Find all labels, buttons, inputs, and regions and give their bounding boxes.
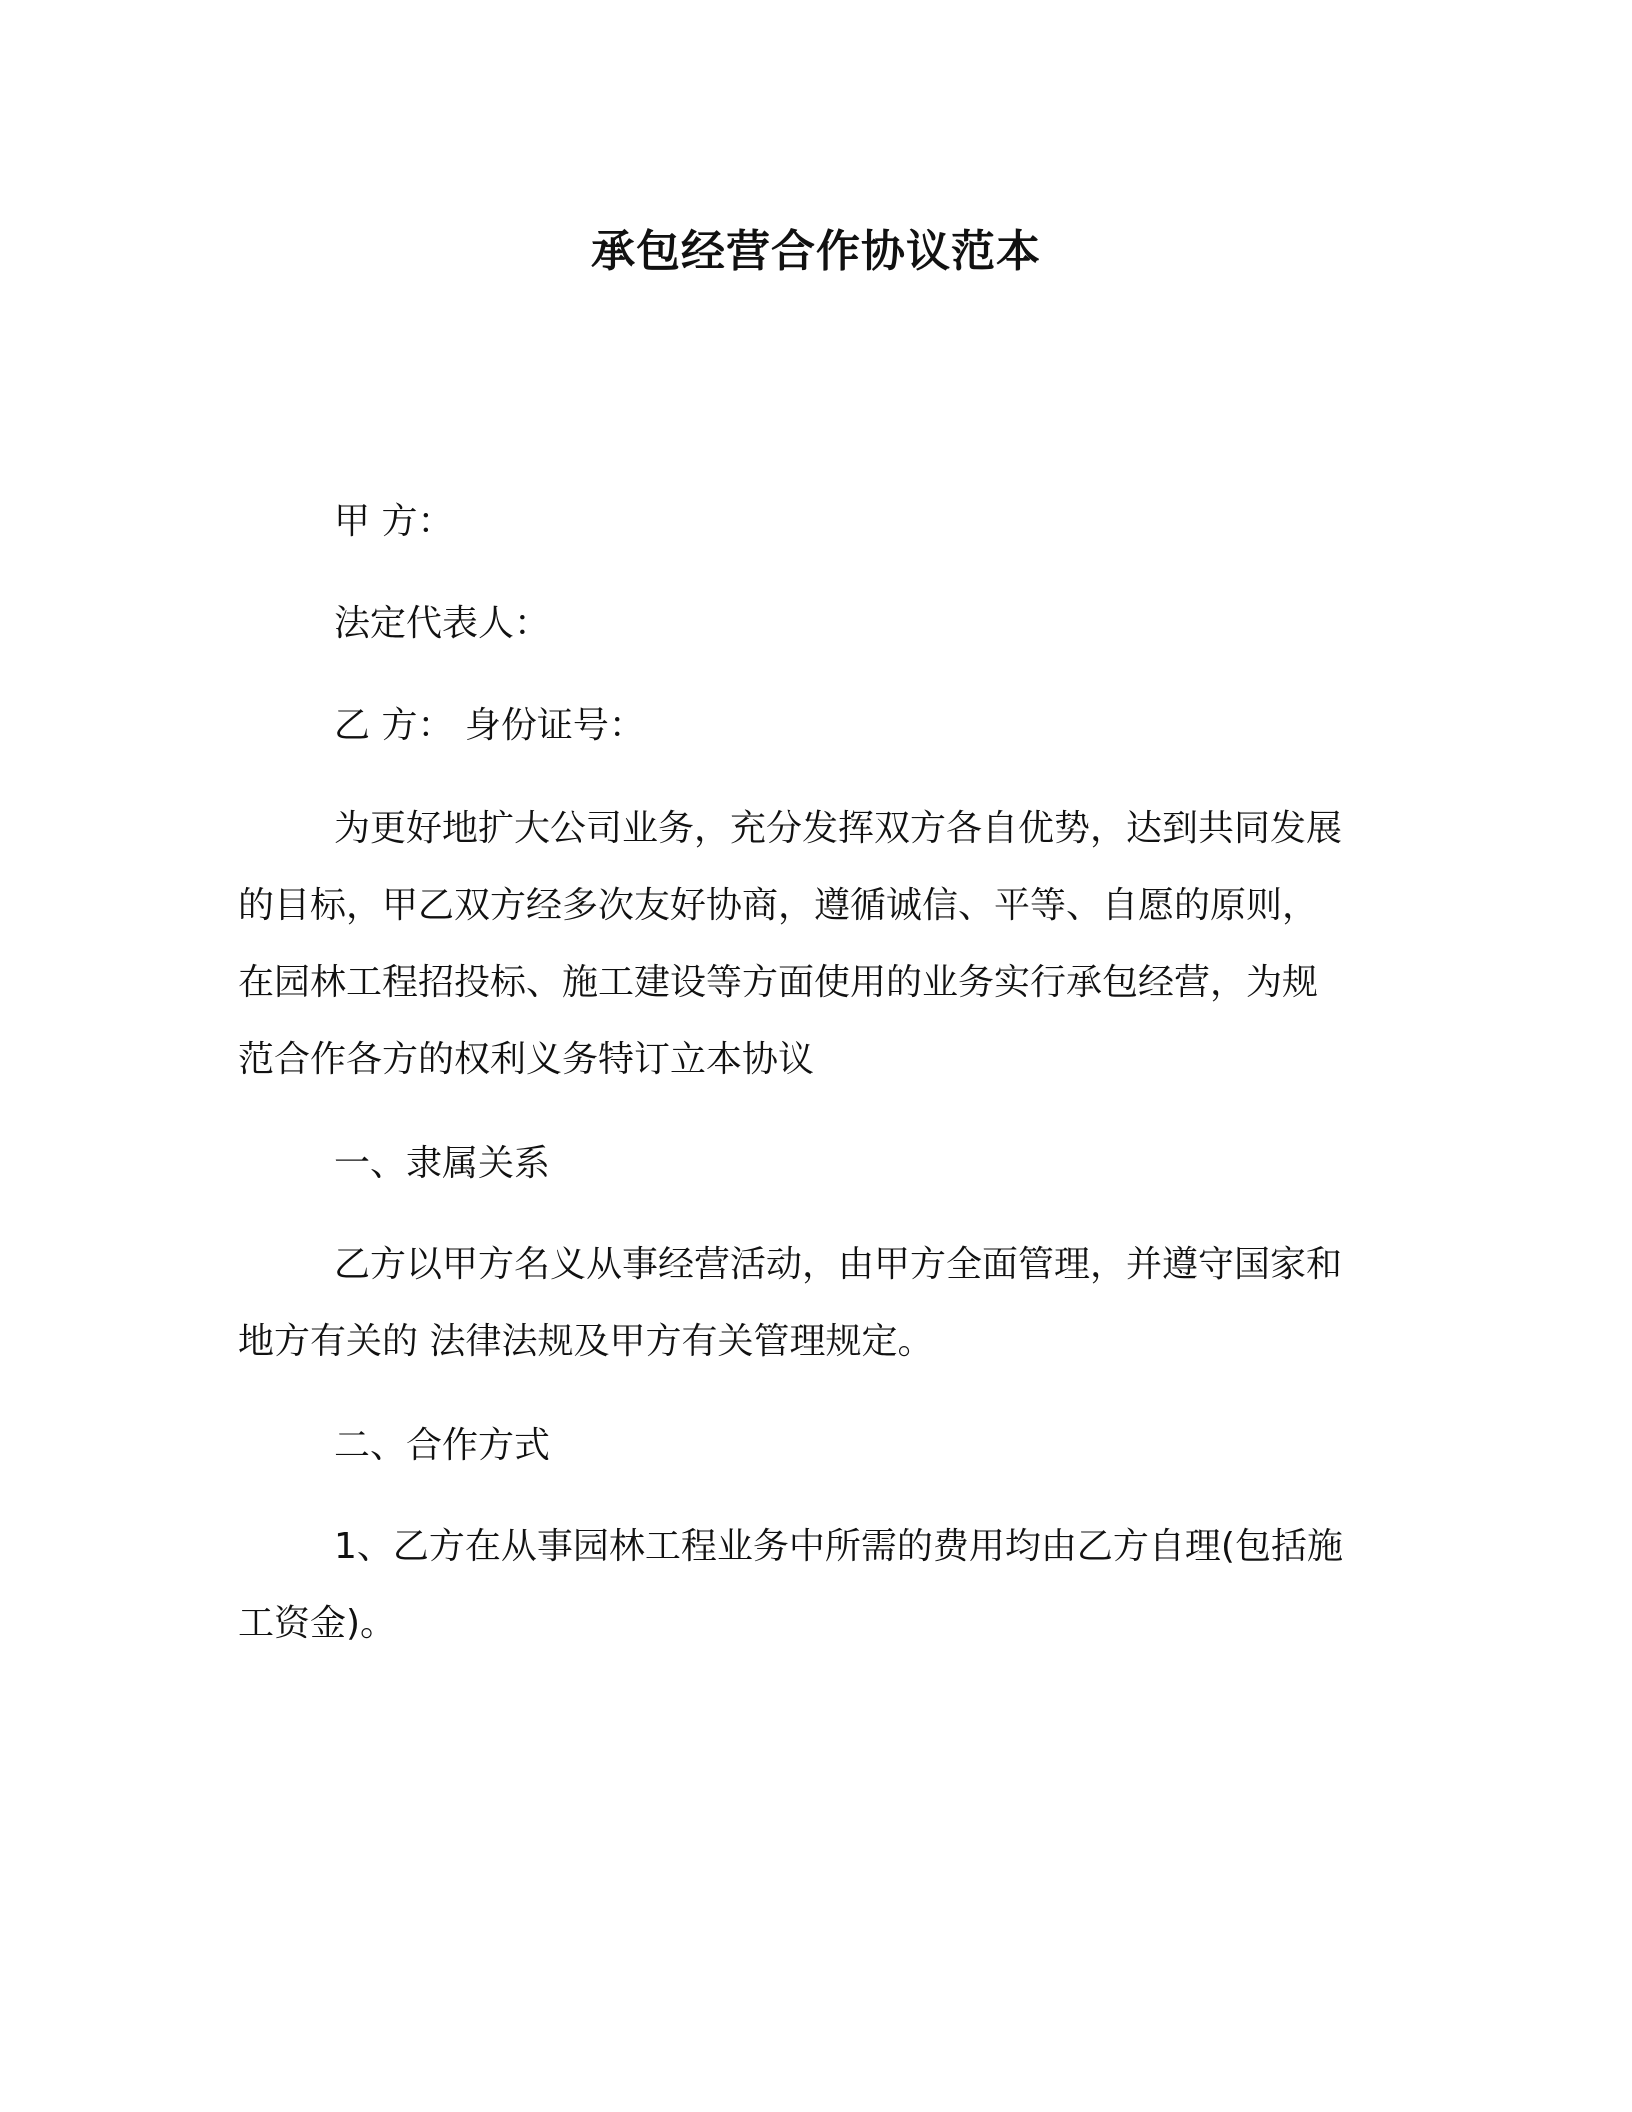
section-2-paragraph	[238, 1508, 1378, 1662]
section-1-heading: 一、隶属关系	[334, 1143, 551, 1184]
section-2-line: 1、乙方在从事园林工程业务中所需的费用均由乙方自理(包括施	[334, 1526, 1343, 1567]
intro-paragraph	[238, 790, 1378, 1098]
section-1-line: 地方有关的 法律法规及甲方有关管理规定。	[238, 1321, 934, 1362]
document-title: 承包经营合作协议范本	[591, 226, 1041, 277]
party-a-label: 甲 方：	[334, 501, 454, 542]
intro-line: 在园林工程招投标、施工建设等方面使用的业务实行承包经营，为规	[238, 962, 1319, 1003]
legal-representative-label: 法定代表人：	[334, 603, 551, 644]
intro-line: 为更好地扩大公司业务，充分发挥双方各自优势，达到共同发展	[334, 808, 1343, 849]
section-1-paragraph	[238, 1226, 1378, 1380]
intro-line: 的目标，甲乙双方经多次友好协商，遵循诚信、平等、自愿的原则，	[238, 885, 1319, 926]
intro-line: 范合作各方的权利义务特订立本协议	[238, 1039, 815, 1080]
section-1-line: 乙方以甲方名义从事经营活动，由甲方全面管理，并遵守国家和	[334, 1244, 1343, 1285]
section-2-line: 工资金)。	[238, 1603, 397, 1644]
section-2-heading: 二、合作方式	[334, 1425, 551, 1466]
party-b-label: 乙 方： 身份证号：	[334, 705, 645, 746]
